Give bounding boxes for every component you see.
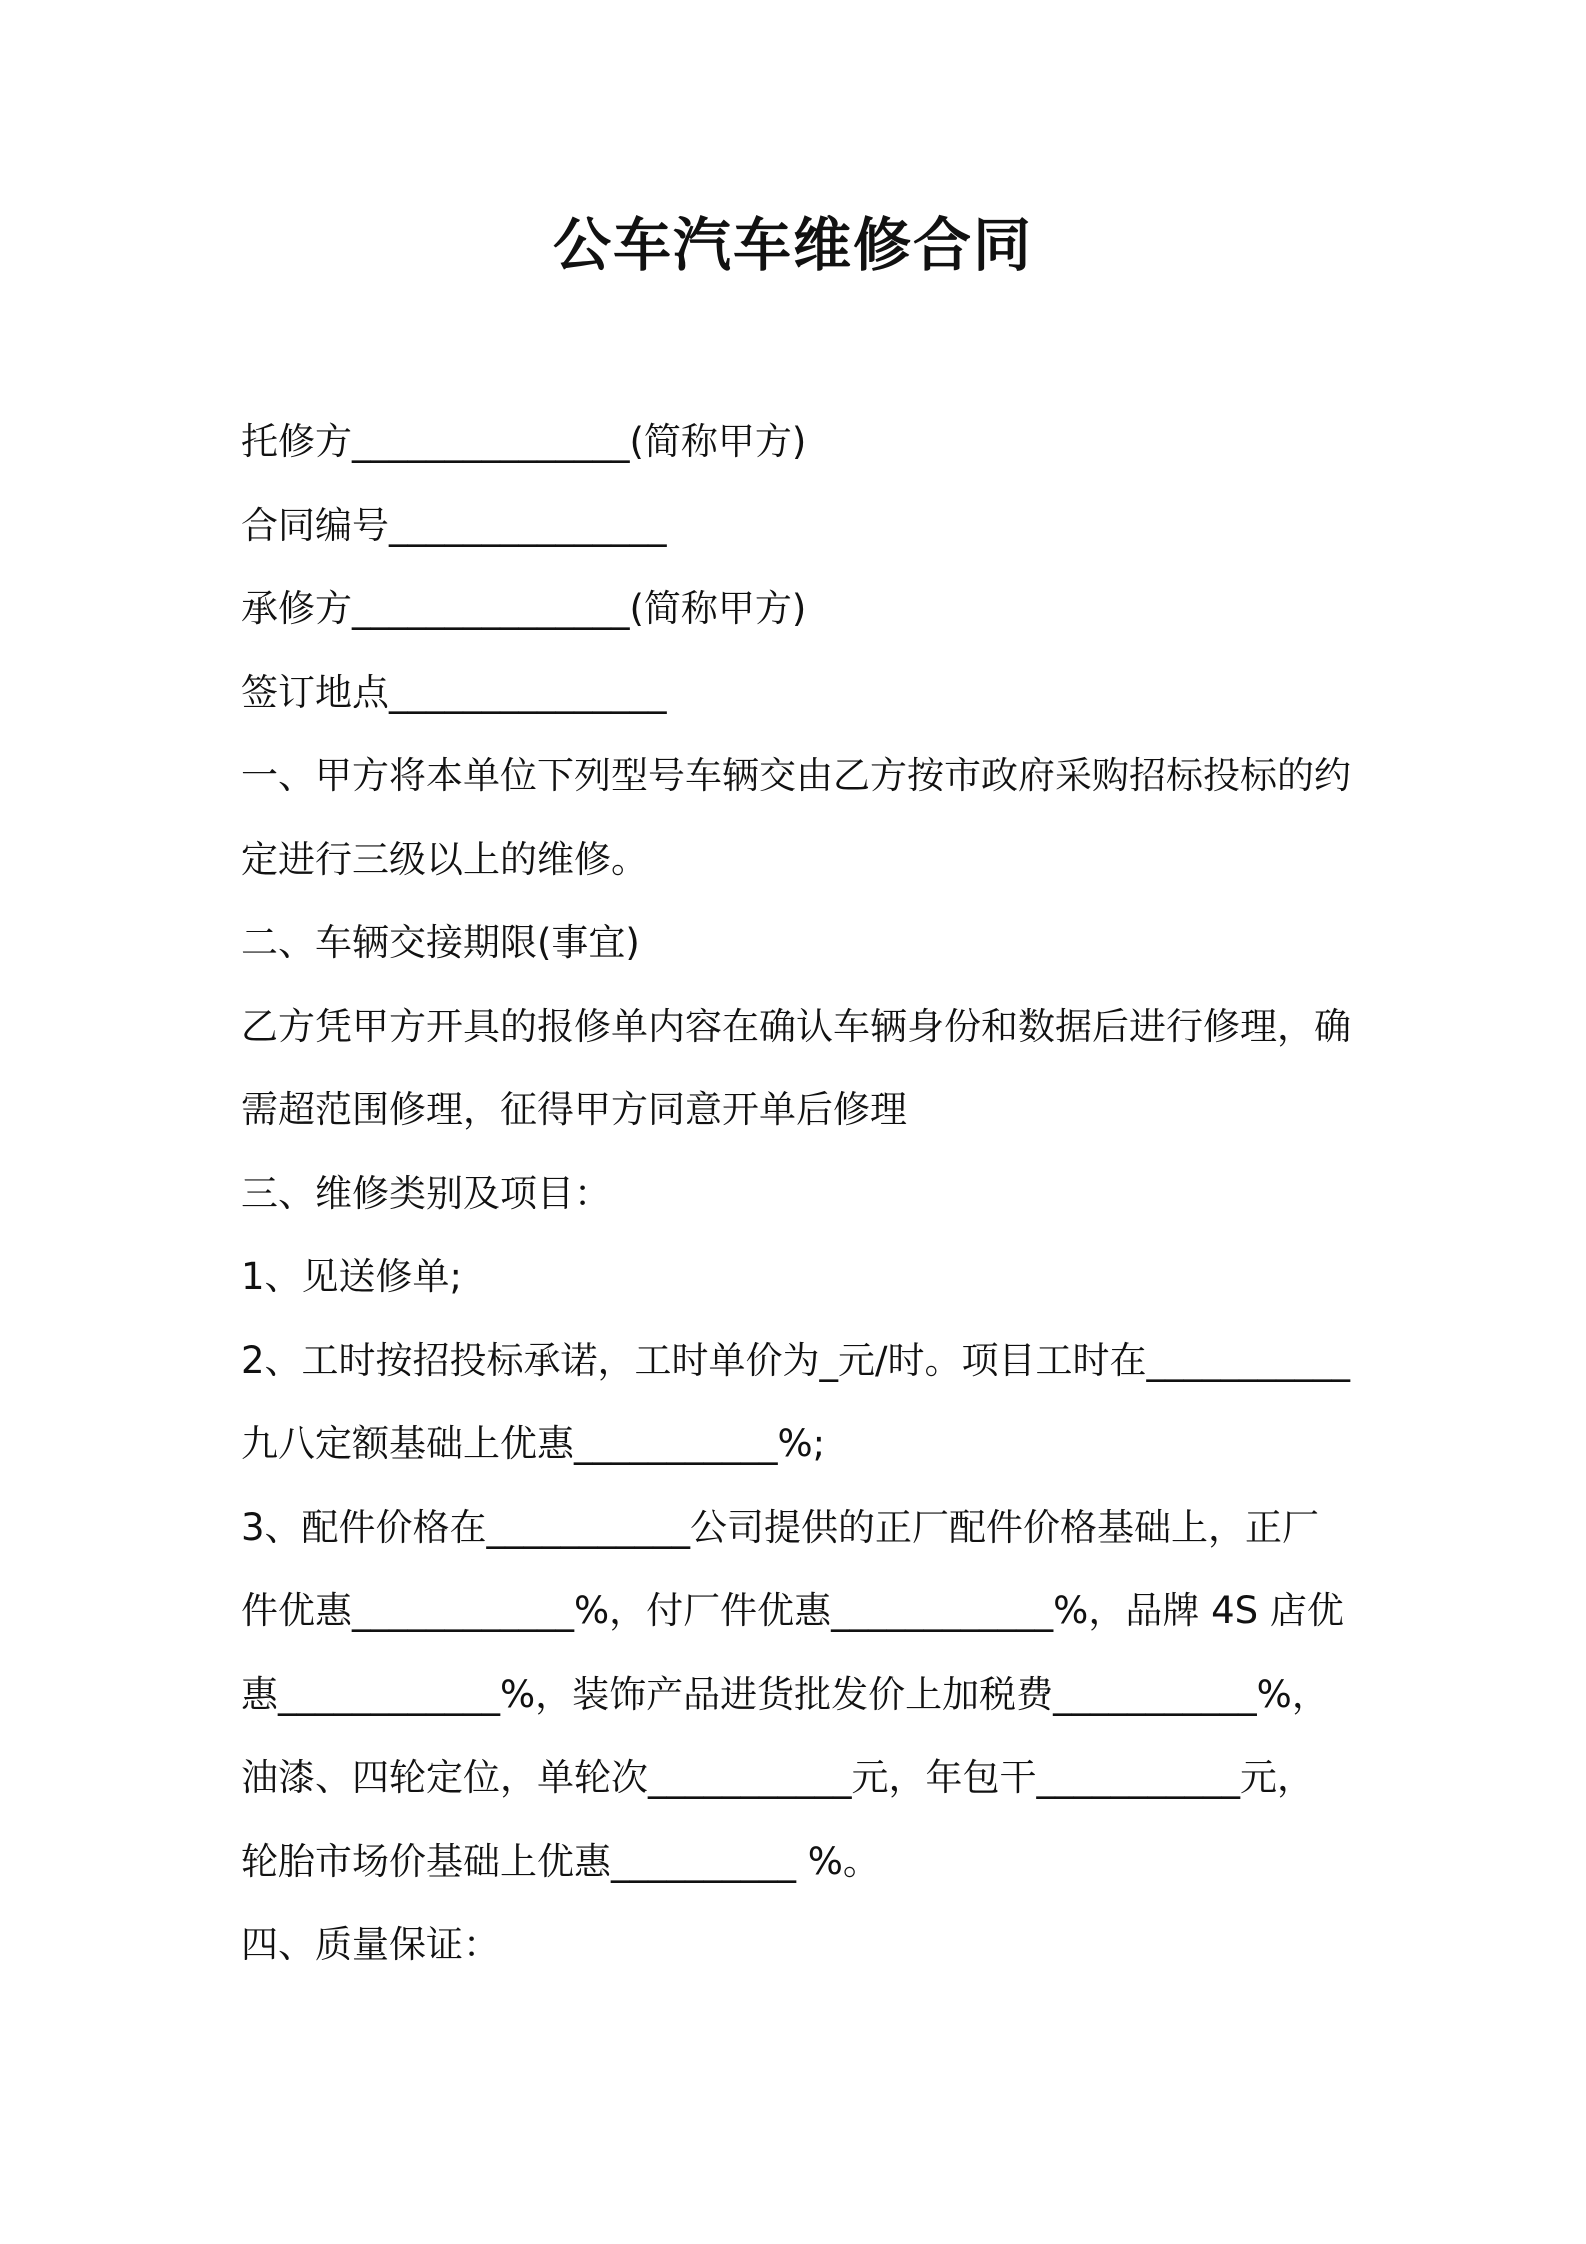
clause-4-heading: 四、质量保证： (241, 1923, 500, 1966)
clause-3-heading: 三、维修类别及项目： (241, 1171, 611, 1215)
clause-3-item-2-line-2: 九八定额基础上优惠___________%; (241, 1422, 826, 1465)
clause-3-item-1: 1、见送修单; (241, 1255, 463, 1298)
clause-3-item-3-line-1: 3、配件价格在___________公司提供的正厂配件价格基础上，正厂 (241, 1505, 1320, 1549)
clause-3-item-3-line-4: 油漆、四轮定位，单轮次___________元，年包干___________元， (241, 1756, 1314, 1799)
contract-number-line: 合同编号_______________ (241, 503, 667, 547)
clause-3-item-3-line-5: 轮胎市场价基础上优惠__________ %。 (241, 1839, 880, 1883)
clause-3-item-3-line-2: 件优惠____________%，付厂件优惠____________%，品牌 4S 店优 (241, 1589, 1344, 1632)
clause-2-line-1: 乙方凭甲方开具的报修单内容在确认车辆身份和数据后进行修理，确 (241, 1004, 1351, 1048)
clause-1-line-2: 定进行三级以上的维修。 (241, 837, 648, 881)
document-body (241, 400, 1361, 1987)
clause-2-heading: 二、车辆交接期限(事宜) (241, 921, 640, 964)
document-title: 公车汽车维修合同 (552, 211, 1033, 279)
client-party-line: 托修方_______________(简称甲方) (241, 420, 807, 463)
clause-3-item-2-line-1: 2、工时按招投标承诺，工时单价为_元/时。项目工时在___________ (241, 1338, 1351, 1382)
repair-party-line: 承修方_______________(简称甲方) (241, 587, 807, 630)
clause-3-item-3-line-3: 惠____________%，装饰产品进货批发价上加税费___________%， (241, 1672, 1329, 1716)
clause-1-line-1: 一、甲方将本单位下列型号车辆交由乙方按市政府采购招标投标的约 (241, 754, 1351, 797)
signing-place-line: 签订地点_______________ (241, 670, 667, 714)
clause-2-line-2: 需超范围修理，征得甲方同意开单后修理 (241, 1088, 907, 1131)
